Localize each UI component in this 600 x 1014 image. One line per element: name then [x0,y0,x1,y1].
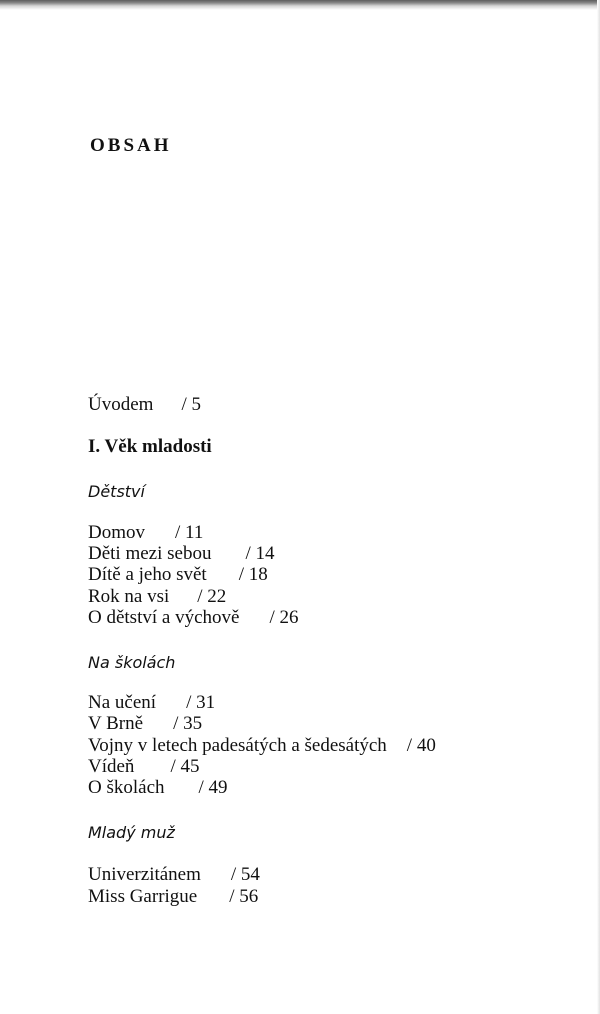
toc-entry-label: O dětství a výchově [88,607,240,628]
toc-entry [88,522,203,543]
toc-entry [88,886,258,907]
toc-entry [88,586,226,607]
toc-entry-label: Vojny v letech padesátých a šedesátých [88,735,387,756]
toc-entry-label: Miss Garrigue [88,886,198,907]
toc-entry-label: Univerzitánem [88,864,201,885]
toc-entry-page: / 5 [181,394,201,415]
toc-entry [88,756,199,777]
toc-entry [88,607,298,628]
page-top-edge [0,0,600,10]
toc-entry-label: Úvodem [88,394,154,415]
toc-entry-page: / 22 [197,586,227,607]
toc-entry-intro [88,394,201,415]
page-title: OBSAH [90,135,172,156]
toc-entry-page: / 49 [198,777,228,798]
toc-entry-page: / 31 [186,692,216,713]
toc-entry-page: / 14 [245,543,275,564]
toc-entry-page: / 45 [170,756,200,777]
toc-entry [88,864,260,885]
toc-entry [88,735,436,756]
part-title: I. Věk mladosti [88,436,212,457]
toc-entry-label: V Brně [88,713,144,734]
section-title-detstvi: Dětství [88,482,145,501]
toc-entry-label: Na učení [88,692,157,713]
toc-entry [88,777,228,798]
toc-entry-label: Rok na vsi [88,586,170,607]
toc-entry-label: Vídeň [88,756,135,777]
toc-entry-page: / 56 [229,886,259,907]
section-title-mlady-muz: Mladý muž [88,823,175,842]
toc-entry-page: / 54 [230,864,260,885]
toc-entry-page: / 26 [269,607,299,628]
toc-entry-label: Domov [88,522,145,543]
toc-entry-page: / 35 [173,713,203,734]
toc-entry-label: Děti mezi sebou [88,543,212,564]
toc-entry [88,692,215,713]
toc-entry-page: / 40 [406,735,436,756]
section-title-na-skolach: Na školách [88,653,176,672]
toc-entry [88,543,275,564]
toc-entry-page: / 18 [238,564,268,585]
toc-entry [88,713,202,734]
toc-entry-label: Dítě a jeho svět [88,564,207,585]
toc-entry [88,564,268,585]
toc-entry-page: / 11 [175,522,204,543]
toc-entry-label: O školách [88,777,165,798]
